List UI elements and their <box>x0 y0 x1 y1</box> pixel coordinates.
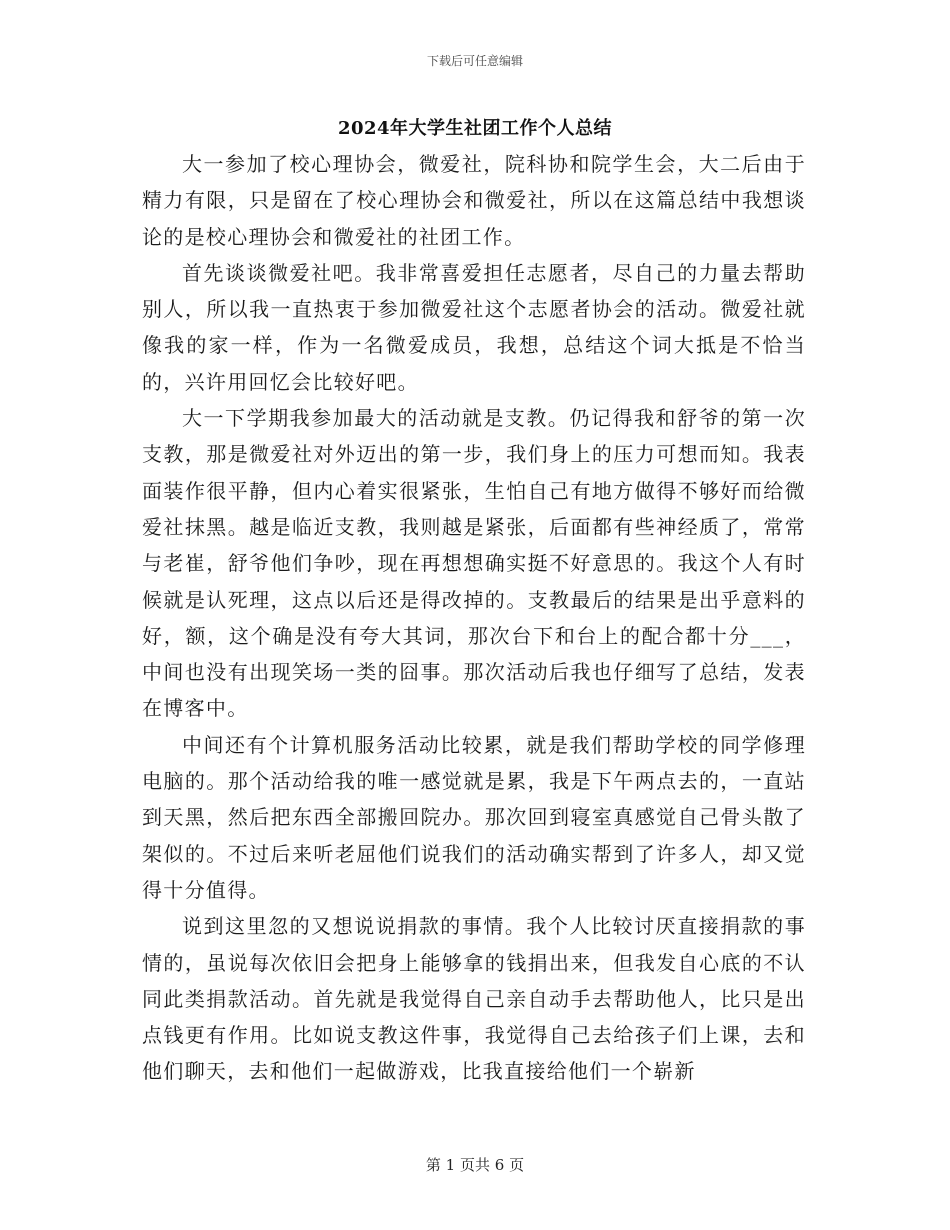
paragraph: 大一参加了校心理协会，微爱社，院科协和院学生会，大二后由于精力有限，只是留在了校心理协会和微爱社，所以在这篇总结中我想谈论的是校心理协会和微爱社的社团工作。 <box>142 152 806 249</box>
paragraph: 首先谈谈微爱社吧。我非常喜爱担任志愿者，尽自己的力量去帮助别人，所以我一直热衷于参加微爱社这个志愿者协会的活动。微爱社就像我的家一样，作为一名微爱成员，我想，总结这个词大抵是不恰当的，兴许用回忆会比较好吧。 <box>142 260 806 394</box>
document-title: 2024年大学生社团工作个人总结 <box>337 118 613 139</box>
paragraph: 说到这里忽的又想说说捐款的事情。我个人比较讨厌直接捐款的事情的，虽说每次依旧会把身上能够拿的钱捐出来，但我发自心底的不认同此类捐款活动。首先就是我觉得自己亲自动手去帮助他人，比只是出点钱更有作用。比如说支教这件事，我觉得自己去给孩子们上课，去和他们聊天，去和他们一起做游戏，比我直接给他们一个崭新 <box>142 914 806 1084</box>
document-body <box>142 146 806 1090</box>
paragraph: 大一下学期我参加最大的活动就是支教。仍记得我和舒爷的第一次支教，那是微爱社对外迈出的第一步，我们身上的压力可想而知。我表面装作很平静，但内心着实很紧张，生怕自己有地方做得不够好而给微爱社抹黑。越是临近支教，我则越是紧张，后面都有些神经质了，常常与老崔，舒爷他们争吵，现在再想想确实挺不好意思的。我这个人有时候就是认死理，这点以后还是得改掉的。支教最后的结果是出乎意料的好，额，这个确是没有夸大其词，那次台下和台上的配合都十分___，中间也没有出现笑场一类的囧事。那次活动后我也仔细写了总结，发表在博客中。 <box>142 406 806 721</box>
header-note: 下载后可任意编辑 <box>426 54 523 68</box>
page-number: 第 1 页共 6 页 <box>425 1156 525 1174</box>
paragraph: 中间还有个计算机服务活动比较累，就是我们帮助学校的同学修理电脑的。那个活动给我的唯一感觉就是累，我是下午两点去的，一直站到天黑，然后把东西全部搬回院办。那次回到寝室真感觉自己骨头散了架似的。不过后来听老屈他们说我们的活动确实帮到了许多人，却又觉得十分值得。 <box>142 732 806 902</box>
